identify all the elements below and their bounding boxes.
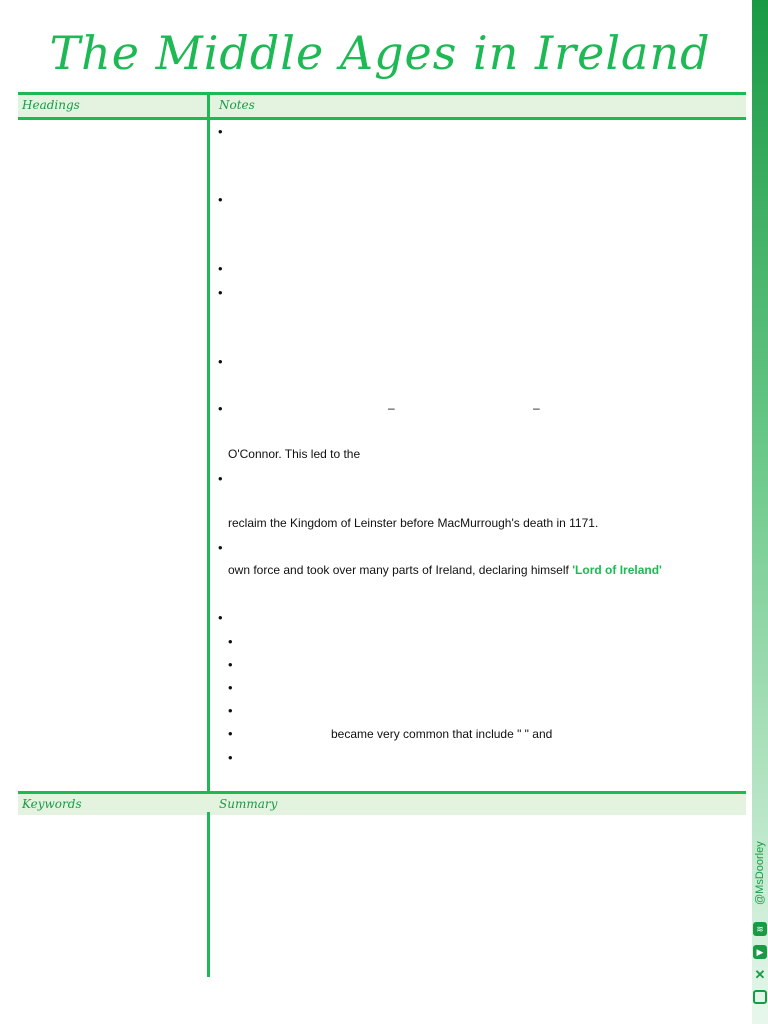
notes-label: Notes — [219, 98, 255, 112]
note-line-force-text: own force and took over many parts of Ireland, declaring himself — [228, 563, 573, 577]
notes-header-row — [18, 92, 746, 120]
lord-of-ireland-highlight: 'Lord of Ireland' — [572, 563, 662, 577]
sub-bullet: • — [228, 750, 233, 765]
summary-header-row — [18, 791, 746, 815]
note-line-leinster: reclaim the Kingdom of Leinster before MacMurrough's death in 1171. — [228, 516, 599, 530]
note-bullet: • — [218, 401, 223, 416]
note-bullet: • — [218, 261, 223, 276]
note-bullet: • — [218, 192, 223, 207]
column-divider-notes — [207, 95, 210, 792]
headings-label: Headings — [22, 98, 80, 112]
note-dash: – — [533, 401, 540, 415]
spotify-icon: ≋ — [753, 922, 767, 936]
note-bullet: • — [218, 285, 223, 300]
note-bullet: • — [218, 540, 223, 555]
note-bullet: • — [218, 124, 223, 139]
sub-bullet: • — [228, 634, 233, 649]
social-handle — [754, 875, 766, 905]
keywords-label: Keywords — [22, 797, 82, 811]
sub-bullet: • — [228, 680, 233, 695]
column-divider-summary — [207, 812, 210, 977]
sub-bullet: • — [228, 726, 233, 741]
note-bullet: • — [218, 610, 223, 625]
youtube-icon: ▶ — [753, 945, 767, 959]
note-line-force — [228, 562, 662, 578]
page-title: The Middle Ages in Ireland — [49, 26, 711, 80]
note-bullet: • — [218, 471, 223, 486]
note-dash: – — [388, 401, 395, 415]
note-bullet: • — [218, 354, 223, 369]
sub-bullet: • — [228, 703, 233, 718]
x-icon: ✕ — [754, 967, 766, 982]
instagram-icon — [753, 990, 767, 1004]
note-line-common: became very common that include " " and — [331, 727, 553, 741]
sub-bullet: • — [228, 657, 233, 672]
note-line-oconnor: O'Connor. This led to the — [228, 447, 361, 461]
summary-label: Summary — [219, 797, 278, 811]
